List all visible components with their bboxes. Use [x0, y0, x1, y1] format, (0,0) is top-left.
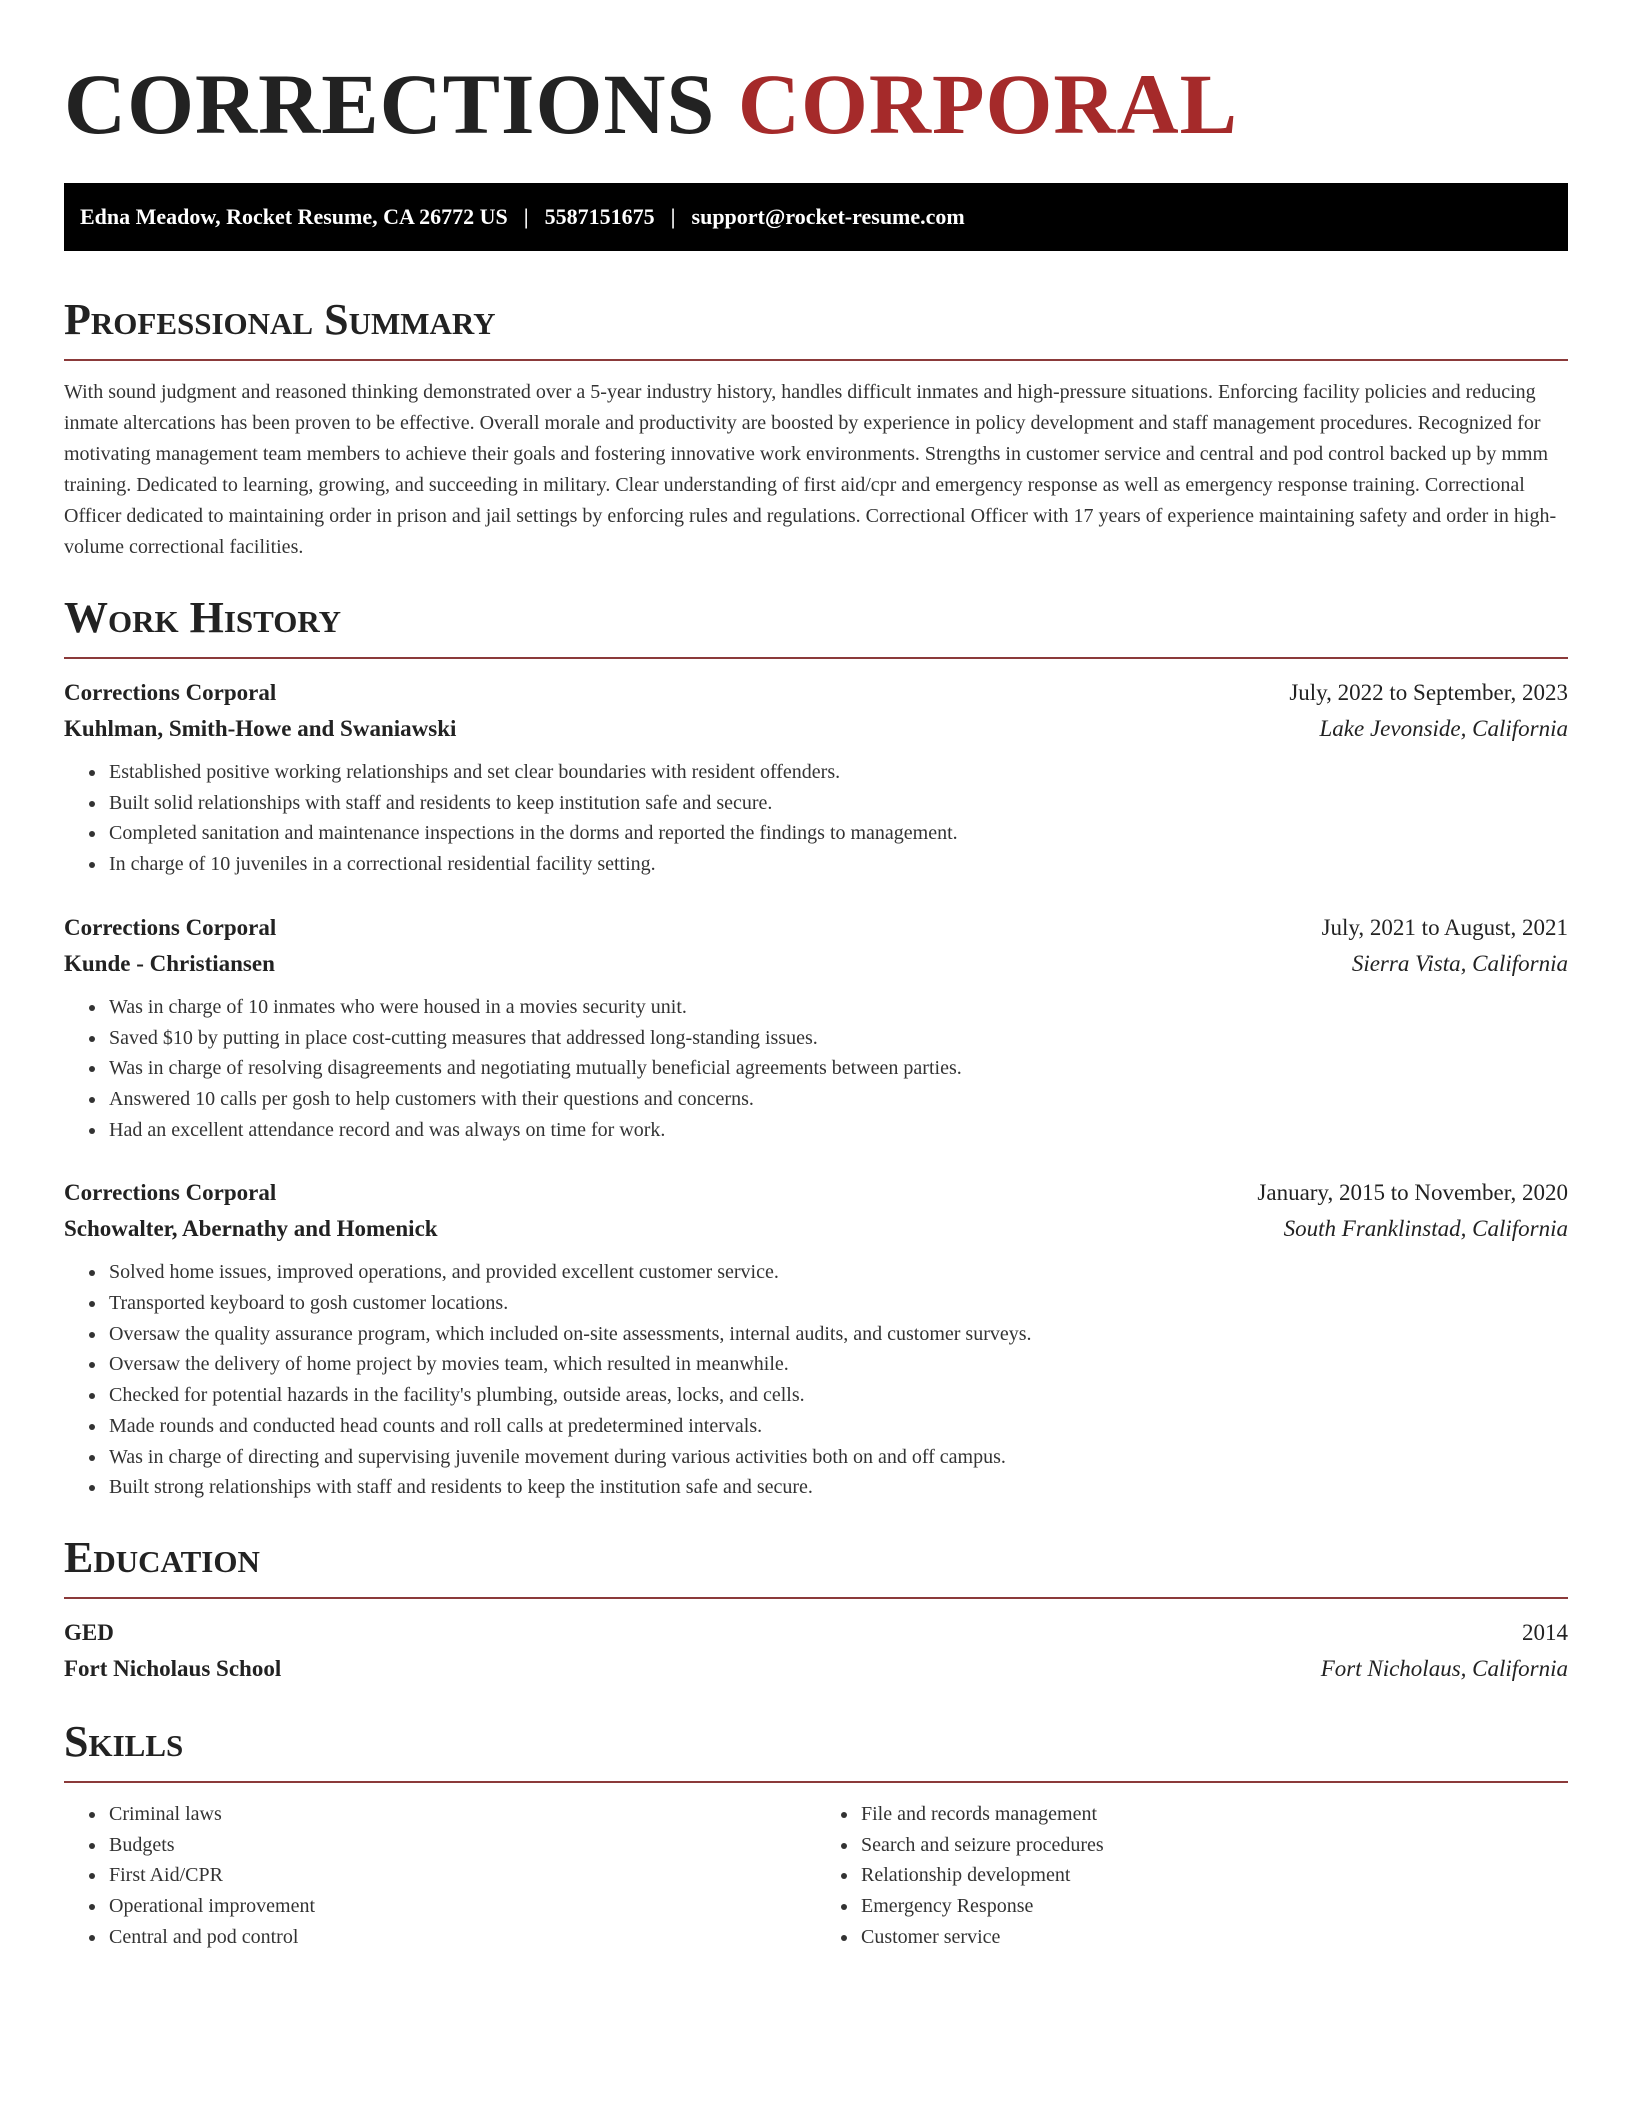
- skill-item: • File and records management: [859, 1799, 1568, 1830]
- skill-item: • First Aid/CPR: [107, 1860, 816, 1891]
- skill-item: • Customer service: [859, 1922, 1568, 1953]
- contact-separator: |: [670, 204, 676, 229]
- job-dates: January, 2015 to November, 2020: [1257, 1180, 1568, 1206]
- skill-item: • Operational improvement: [107, 1891, 816, 1922]
- list-item: • Was in charge of resolving disagreements and negotiating mutually beneficial agreements between parties.: [107, 1053, 1568, 1084]
- contact-bar: [64, 183, 1568, 251]
- skill-item: • Budgets: [107, 1830, 816, 1861]
- list-item: • Oversaw the delivery of home project by movies team, which resulted in meanwhile.: [107, 1349, 1568, 1380]
- education-header-row: [64, 1615, 1568, 1651]
- summary-text: With sound judgment and reasoned thinking demonstrated over a 5-year industry history, handles difficult inmates and high-pressure situations. Enforcing facility policies and reducing inmate altercations has been proven to be effective. Overall morale and productivity are boosted by experience in policy development and staff management procedures. Recognized for motivating management team members to achieve their goals and fostering innovative work environments. Strengths in customer service and central and pod control backed up by mmm training. Dedicated to learning, growing, and succeeding in military. Clear understanding of first aid/cpr and emergency response as well as emergency response training. Correctional Officer dedicated to maintaining order in prison and jail settings by enforcing rules and regulations. Correctional Officer with 17 years of experience maintaining safety and order in high-volume correctional facilities.: [64, 381, 1557, 558]
- skill-item: • Relationship development: [859, 1860, 1568, 1891]
- list-item: • Transported keyboard to gosh customer locations.: [107, 1288, 1568, 1319]
- section-heading: Skills: [64, 1716, 184, 1766]
- job-company: Kuhlman, Smith-Howe and Swaniawski: [64, 716, 457, 741]
- list-item: • Established positive working relationships and set clear boundaries with resident offenders.: [107, 757, 1568, 788]
- section-heading: Education: [64, 1532, 260, 1582]
- job-bullets: [64, 992, 1568, 1146]
- job-location: South Franklinstad, California: [1283, 1216, 1568, 1242]
- section-heading: Work History: [64, 593, 342, 642]
- job-header-row: [64, 1175, 1568, 1211]
- job-bullets: [64, 1257, 1568, 1503]
- job-header-row: [64, 910, 1568, 946]
- job-bullets: [64, 757, 1568, 880]
- list-item: • Solved home issues, improved operations, and provided excellent customer service.: [107, 1257, 1568, 1288]
- list-item: • Built solid relationships with staff and residents to keep institution safe and secure.: [107, 788, 1568, 819]
- skills-section: [64, 1717, 1568, 1953]
- job-entry: [64, 1175, 1568, 1503]
- job-title: Corrections Corporal: [64, 914, 277, 940]
- list-item: • Oversaw the quality assurance program, which included on-site assessments, internal audits, and customer surveys.: [107, 1319, 1568, 1350]
- job-company: Schowalter, Abernathy and Homenick: [64, 1216, 438, 1242]
- job-company-row: [64, 1211, 1568, 1247]
- education-school-row: [64, 1651, 1568, 1687]
- list-item: • Answered 10 calls per gosh to help customers with their questions and concerns.: [107, 1084, 1568, 1115]
- section-heading: Professional Summary: [64, 295, 496, 344]
- resume-title: [64, 58, 1568, 150]
- education-section: [64, 1533, 1568, 1687]
- list-item: • Made rounds and conducted head counts and roll calls at predetermined intervals.: [107, 1411, 1568, 1442]
- skill-item: • Central and pod control: [107, 1922, 816, 1953]
- skills-list-right: [816, 1799, 1568, 1953]
- job-location: Lake Jevonside, California: [1319, 716, 1568, 741]
- skills-columns: [64, 1799, 1568, 1953]
- section-divider: [64, 359, 1568, 361]
- job-company: Kunde - Christiansen: [64, 950, 275, 976]
- work-history-section: [64, 593, 1568, 1503]
- list-item: • Checked for potential hazards in the facility's plumbing, outside areas, locks, and cells.: [107, 1380, 1568, 1411]
- contact-address: Edna Meadow, Rocket Resume, CA 26772 US: [80, 204, 508, 229]
- job-company-row: [64, 711, 1568, 747]
- education-location: Fort Nicholaus, California: [1320, 1655, 1568, 1681]
- job-entry: [64, 910, 1568, 1146]
- education-entry: [64, 1615, 1568, 1687]
- contact-email[interactable]: support@rocket-resume.com: [691, 204, 965, 229]
- section-divider: [64, 1597, 1568, 1599]
- title-part2: CORPORAL: [737, 56, 1238, 152]
- list-item: • Was in charge of directing and supervising juvenile movement during various activities both on and off campus.: [107, 1442, 1568, 1473]
- job-title: Corrections Corporal: [64, 680, 277, 705]
- section-divider: [64, 1781, 1568, 1783]
- job-company-row: [64, 946, 1568, 982]
- job-title: Corrections Corporal: [64, 1180, 277, 1206]
- summary-section: [64, 295, 1568, 563]
- skill-item: • Emergency Response: [859, 1891, 1568, 1922]
- skill-item: • Search and seizure procedures: [859, 1830, 1568, 1861]
- list-item: • Built strong relationships with staff and residents to keep the institution safe and secure.: [107, 1472, 1568, 1503]
- list-item: • Saved $10 by putting in place cost-cutting measures that addressed long-standing issues.: [107, 1023, 1568, 1054]
- job-location: Sierra Vista, California: [1351, 950, 1568, 976]
- education-year: 2014: [1522, 1619, 1568, 1645]
- education-degree: GED: [64, 1619, 114, 1645]
- skill-item: • Criminal laws: [107, 1799, 816, 1830]
- list-item: • In charge of 10 juveniles in a correctional residential facility setting.: [107, 849, 1568, 880]
- job-entry: [64, 675, 1568, 880]
- list-item: • Completed sanitation and maintenance inspections in the dorms and reported the findings to management.: [107, 818, 1568, 849]
- list-item: • Had an excellent attendance record and was always on time for work.: [107, 1115, 1568, 1146]
- contact-separator: |: [523, 204, 529, 229]
- job-header-row: [64, 675, 1568, 711]
- education-school: Fort Nicholaus School: [64, 1655, 282, 1681]
- job-dates: July, 2022 to September, 2023: [1289, 680, 1568, 705]
- contact-phone[interactable]: 5587151675: [544, 204, 655, 229]
- job-dates: July, 2021 to August, 2021: [1321, 914, 1568, 940]
- list-item: • Was in charge of 10 inmates who were housed in a movies security unit.: [107, 992, 1568, 1023]
- title-part1: CORRECTIONS: [64, 56, 716, 152]
- skills-list-left: [64, 1799, 816, 1953]
- section-divider: [64, 657, 1568, 659]
